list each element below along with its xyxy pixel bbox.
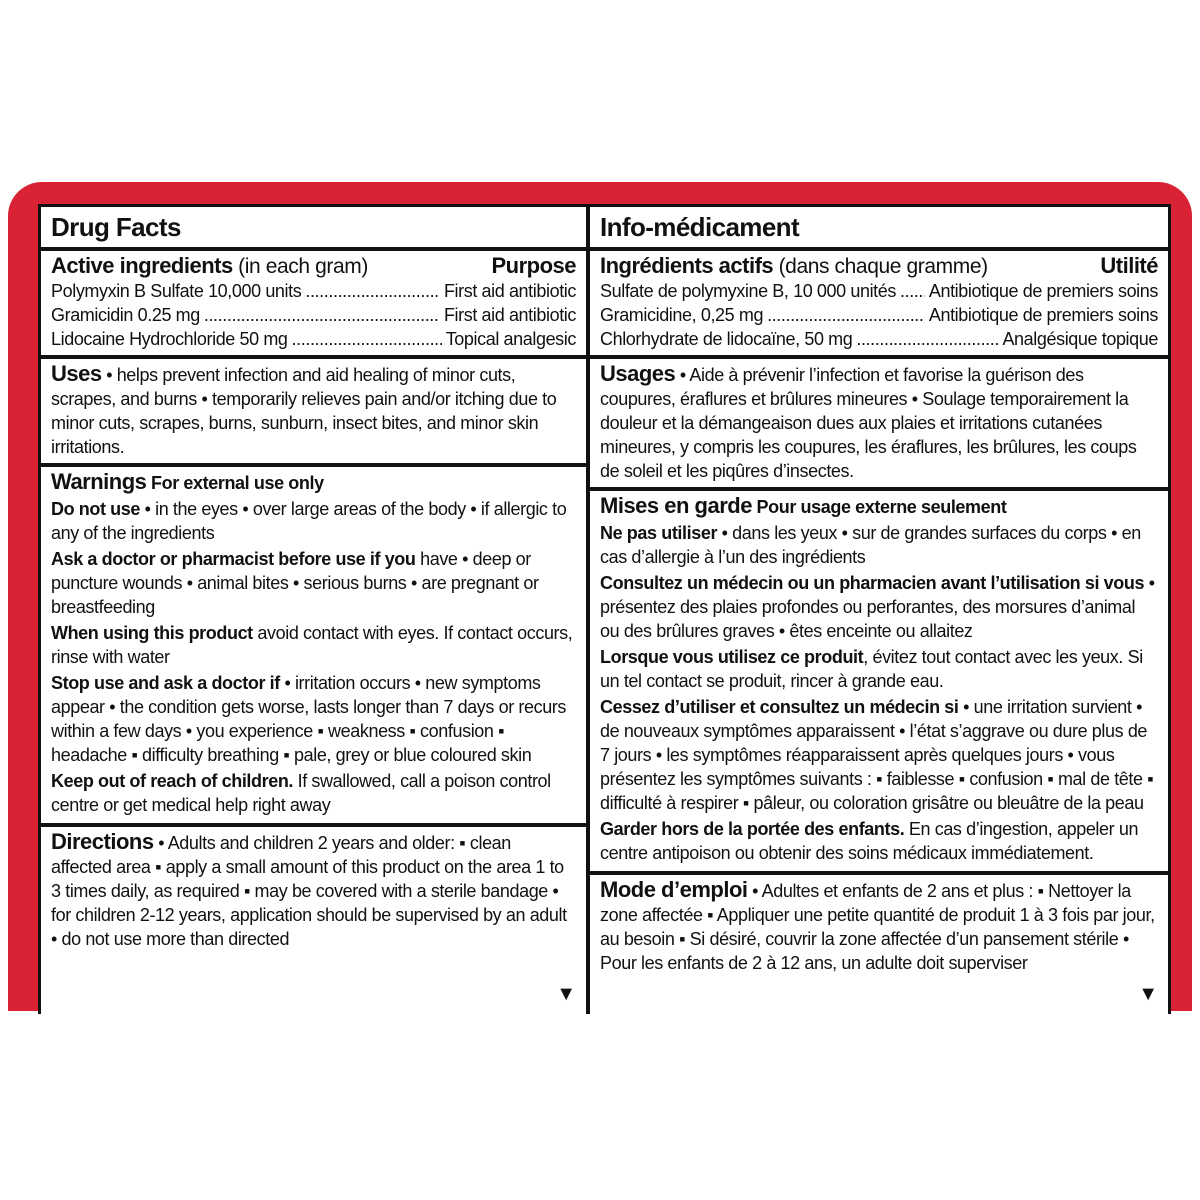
warning-item <box>600 521 1158 569</box>
directions-heading: Directions <box>51 829 154 854</box>
ingredient-purpose: First aid antibiotic <box>443 305 576 325</box>
warnings-heading: Mises en garde <box>600 493 752 518</box>
ingredient-purpose: Topical analgesic <box>445 329 576 349</box>
ingredient-purpose: Antibiotique de premiers soins <box>928 305 1158 325</box>
ingredient-row <box>600 327 1158 351</box>
uses-heading: Usages <box>600 361 676 386</box>
background <box>0 1011 1200 1200</box>
directions-text: • Adults and children 2 years and older: ▪ clean affected area ▪ apply a small amount of this product on the area 1 to 3 times daily, as required ▪ may be covered with a sterile bandage • for children 2-12 years, application should be supervised by an adult • do not use more than directed <box>51 833 567 949</box>
uses-heading: Uses <box>51 361 102 386</box>
uses-section <box>590 359 1168 491</box>
warning-item <box>51 547 576 619</box>
warnings-heading: Warnings <box>51 469 147 494</box>
warning-lead: Consultez un médecin ou un pharmacien avant l’utilisation si vous <box>600 573 1145 593</box>
warning-lead: When using this product <box>51 623 253 643</box>
ingredient-row <box>600 303 1158 327</box>
directions-section <box>41 827 586 955</box>
info-medicament-panel <box>587 204 1171 1014</box>
ingredient-purpose: First aid antibiotic <box>443 281 576 301</box>
warning-text: avoid contact with eyes. If contact occurs, rinse with water <box>51 623 573 667</box>
warning-lead: Lorsque vous utilisez ce produit <box>600 647 864 667</box>
warning-text: • une irritation survient • de nouveaux symptômes apparaissent • l’état s’aggrave ou dure plus de 7 jours • les symptômes réapparaissent après quelques jours • vous présentez les symptômes suivants : ▪ faiblesse ▪ confusion ▪ mal de tête ▪ difficulté à respirer ▪ pâleur, ou coloration grisâtre ou bleuâtre de la peau <box>600 697 1154 813</box>
panel-title: Drug Facts <box>41 207 586 251</box>
uses-section <box>41 359 586 467</box>
ingredient-name: Polymyxin B Sulfate 10,000 units <box>51 281 302 301</box>
warnings-subheading: Pour usage externe seulement <box>751 497 1007 517</box>
warning-text: • dans les yeux • sur de grandes surfaces du corps • en cas d’allergie à l’un des ingrédients <box>600 523 1141 567</box>
warning-text: If swallowed, call a poison control centre or get medical help right away <box>51 771 551 815</box>
ingredient-row <box>600 279 1158 303</box>
ingredient-name: Sulfate de polymyxine B, 10 000 unités <box>600 281 896 301</box>
purpose-heading: Purpose <box>491 253 576 278</box>
warning-item <box>600 571 1158 643</box>
warning-item <box>51 671 576 767</box>
warning-item <box>51 769 576 817</box>
ingredient-name: Gramicidin 0.25 mg <box>51 305 200 325</box>
warning-text: • irritation occurs • new symptoms appear • the condition gets worse, lasts longer than 7 days or recurs within a few days • you experience ▪ weakness ▪ confusion ▪ headache ▪ difficulty breathing ▪ pale, grey or blue coloured skin <box>51 673 567 765</box>
warning-lead: Stop use and ask a doctor if <box>51 673 280 693</box>
warnings-subheading: For external use only <box>146 473 324 493</box>
ingredient-row <box>51 303 576 327</box>
directions-text: • Adultes et enfants de 2 ans et plus : ▪ Nettoyer la zone affectée ▪ Appliquer une petite quantité de produit 1 à 3 fois par jour, au besoin ▪ Si désiré, couvrir la zone affectée d’un pansement stérile • Pour les enfants de 2 à 12 ans, un adulte doit superviser <box>600 881 1155 973</box>
warning-lead: Garder hors de la portée des enfants. <box>600 819 905 839</box>
ingredient-name: Chlorhydrate de lidocaïne, 50 mg <box>600 329 853 349</box>
directions-section <box>590 875 1168 979</box>
active-ingredients-subheading: (in each gram) <box>232 255 368 278</box>
uses-text: • Aide à prévenir l’infection et favorise la guérison des coupures, éraflures et brûlures mineures • Soulage temporairement la douleur et la démangeaison dues aux plaies et irritations cutanées mineures, y compris les coupures, les éraflures, les brûlures, les coups de soleil et les piqûres d’insectes. <box>600 365 1137 481</box>
warning-lead: Cessez d’utiliser et consultez un médecin si <box>600 697 959 717</box>
warning-text: , évitez tout contact avec les yeux. Si un tel contact se produit, rincer à grande eau. <box>600 647 1143 691</box>
warning-text: En cas d’ingestion, appeler un centre antipoison ou obtenir des soins médicaux immédiatement. <box>600 819 1139 863</box>
active-ingredients-heading: Ingrédients actifs <box>600 253 774 278</box>
warning-lead: Keep out of reach of children. <box>51 771 294 791</box>
warning-text: • in the eyes • over large areas of the body • if allergic to any of the ingredients <box>51 499 567 543</box>
ingredient-row <box>51 327 576 351</box>
warning-item <box>600 817 1158 865</box>
panel-title: Info-médicament <box>590 207 1168 251</box>
warning-item <box>600 695 1158 815</box>
active-ingredients-section <box>590 251 1168 359</box>
warning-item <box>600 645 1158 693</box>
warnings-section <box>41 467 586 827</box>
directions-heading: Mode d’emploi <box>600 877 748 902</box>
warning-lead: Ask a doctor or pharmacist before use if you <box>51 549 416 569</box>
warning-lead: Ne pas utiliser <box>600 523 718 543</box>
ingredient-name: Lidocaine Hydrochloride 50 mg <box>51 329 288 349</box>
ingredient-row <box>51 279 576 303</box>
active-ingredients-section <box>41 251 586 359</box>
warning-text: • présentez des plaies profondes ou perforantes, des morsures d’animal ou des brûlures graves • êtes enceinte ou allaitez <box>600 573 1155 641</box>
active-ingredients-heading: Active ingredients <box>51 253 233 278</box>
uses-text: • helps prevent infection and aid healing of minor cuts, scrapes, and burns • temporarily relieves pain and/or itching due to minor cuts, scrapes, burns, sunburn, insect bites, and minor skin irritations. <box>51 365 557 457</box>
ingredient-purpose: Analgésique topique <box>1002 329 1158 349</box>
warning-lead: Do not use <box>51 499 140 519</box>
ingredient-name: Gramicidine, 0,25 mg <box>600 305 764 325</box>
warnings-section <box>590 491 1168 875</box>
drug-facts-panel <box>38 204 589 1014</box>
purpose-heading: Utilité <box>1100 253 1158 278</box>
warning-item <box>51 497 576 545</box>
continue-arrow-icon: ▼ <box>1138 983 1158 1005</box>
ingredient-purpose: Antibiotique de premiers soins <box>928 281 1158 301</box>
active-ingredients-subheading: (dans chaque gramme) <box>773 255 988 278</box>
warning-item <box>51 621 576 669</box>
warning-text: have • deep or puncture wounds • animal bites • serious burns • are pregnant or breastfeeding <box>51 549 539 617</box>
continue-arrow-icon: ▼ <box>556 983 576 1005</box>
